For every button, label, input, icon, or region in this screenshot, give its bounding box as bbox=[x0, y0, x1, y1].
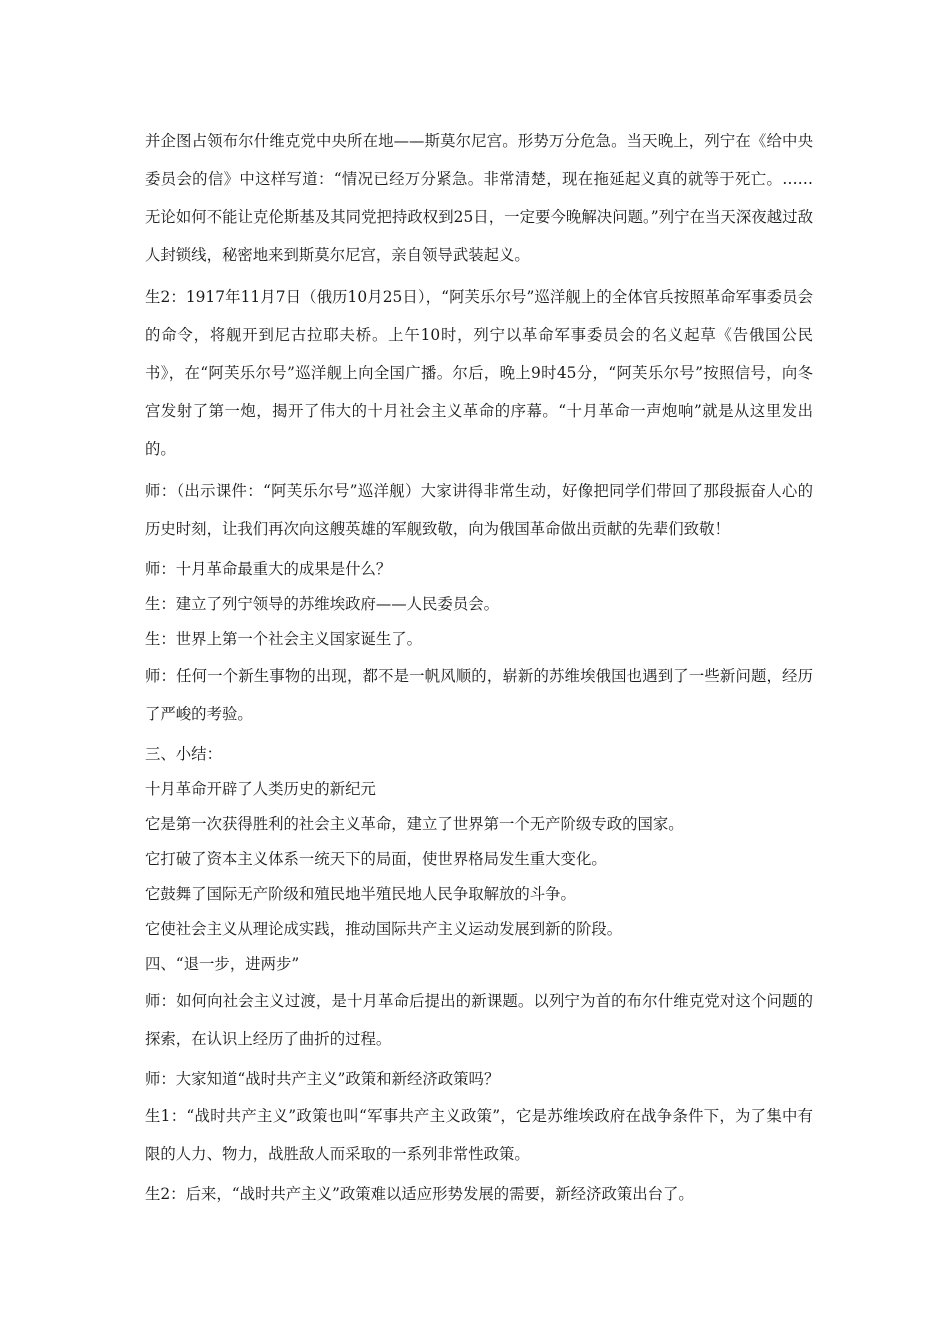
summary-line-5: 它使社会主义从理论成实践，推动国际共产主义运动发展到新的阶段。 bbox=[145, 920, 623, 938]
document-body bbox=[145, 122, 813, 1212]
paragraph-teacher-salute: 师：（出示课件：“阿芙乐尔号”巡洋舰）大家讲得非常生动，好像把同学们带回了那段振奋人心的历史时刻，让我们再次向这艘英雄的军舰致敬，向为俄国革命做出贡献的先辈们致敬！ bbox=[145, 482, 813, 538]
paragraph-new-problems: 师：任何一个新生事物的出现，都不是一帆风顺的，崭新的苏维埃俄国也遇到了一些新问题，经历了严峻的考验。 bbox=[145, 667, 813, 723]
summary-line-3: 它打破了资本主义体系一统天下的局面，使世界格局发生重大变化。 bbox=[145, 850, 607, 868]
summary-line-1: 十月革命开辟了人类历史的新纪元 bbox=[145, 780, 376, 798]
paragraph-answer-1: 生：建立了列宁领导的苏维埃政府——人民委员会。 bbox=[145, 595, 499, 613]
summary-line-4: 它鼓舞了国际无产阶级和殖民地半殖民地人民争取解放的斗争。 bbox=[145, 885, 576, 903]
section-heading-step: 四、“退一步，进两步” bbox=[145, 955, 300, 973]
paragraph-aurora: 生2：1917年11月7日（俄历10月25日），“阿芙乐尔号”巡洋舰上的全体官兵按照革命军事委员会的命令，将舰开到尼古拉耶夫桥。上午10时，列宁以革命军事委员会的名义起草《告俄国公民书》，在“阿芙乐尔号”巡洋舰上向全国广播。尔后，晚上9时45分，“阿芙乐尔号”按照信号，向冬宫发射了第一炮，揭开了伟大的十月社会主义革命的序幕。“十月革命一声炮响”就是从这里发出的。 bbox=[145, 288, 813, 458]
section-heading-summary: 三、小结： bbox=[145, 745, 222, 763]
paragraph-answer-2: 生：世界上第一个社会主义国家诞生了。 bbox=[145, 630, 423, 648]
paragraph-nep: 生2：后来，“战时共产主义”政策难以适应形势发展的需要，新经济政策出台了。 bbox=[145, 1185, 694, 1203]
paragraph-policy-question: 师：大家知道“战时共产主义”政策和新经济政策吗？ bbox=[145, 1070, 500, 1088]
paragraph-transition: 师：如何向社会主义过渡，是十月革命后提出的新课题。以列宁为首的布尔什维克党对这个问题的探索，在认识上经历了曲折的过程。 bbox=[145, 992, 813, 1048]
paragraph-war-communism: 生1：“战时共产主义”政策也叫“军事共产主义政策”，它是苏维埃政府在战争条件下，为了集中有限的人力、物力，战胜敌人而采取的一系列非常性政策。 bbox=[145, 1107, 813, 1163]
summary-line-2: 它是第一次获得胜利的社会主义革命，建立了世界第一个无产阶级专政的国家。 bbox=[145, 815, 684, 833]
paragraph-question: 师：十月革命最重大的成果是什么？ bbox=[145, 560, 392, 578]
paragraph-smolny: 并企图占领布尔什维克党中央所在地——斯莫尔尼宫。形势万分危急。当天晚上，列宁在《给中央委员会的信》中这样写道：“情况已经万分紧急。非常清楚，现在拖延起义真的就等于死亡。……无论如何不能让克伦斯基及其同党把持政权到25日，一定要今晚解决问题。”列宁在当天深夜越过敌人封锁线，秘密地来到斯莫尔尼宫，亲自领导武装起义。 bbox=[145, 132, 813, 264]
